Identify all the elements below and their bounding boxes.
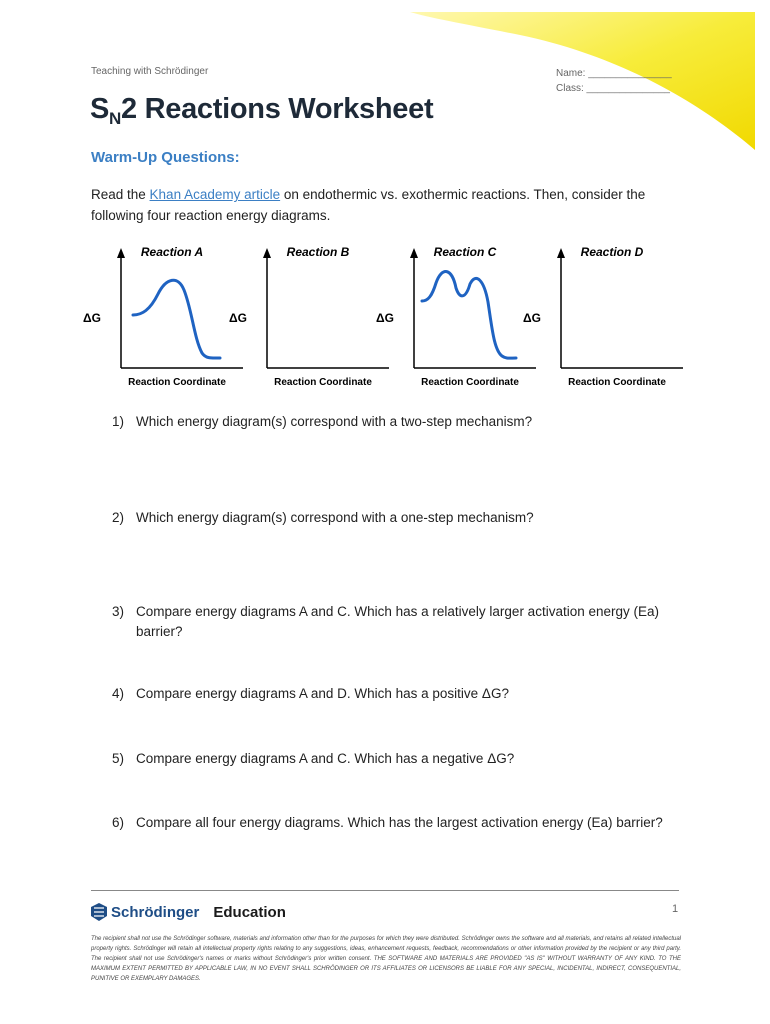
- question-text: Compare energy diagrams A and C. Which has a relatively larger activation energy (Ea) barrier?: [136, 604, 659, 639]
- question-text: Which energy diagram(s) correspond with a two-step mechanism?: [136, 414, 533, 429]
- energy-curve: [422, 272, 516, 359]
- diagram-d: [523, 245, 700, 388]
- page-number: 1: [672, 903, 679, 915]
- y-axis-label: ΔG: [523, 311, 541, 325]
- y-axis-label: ΔG: [229, 311, 247, 325]
- name-field-label: Name: _______________: [556, 68, 672, 79]
- y-axis-arrow: [557, 248, 565, 258]
- logo-name: Schrödinger: [111, 903, 200, 921]
- section-heading: Warm-Up Questions:: [91, 149, 240, 166]
- y-axis-label: ΔG: [376, 311, 394, 325]
- diagram-b: [229, 245, 516, 388]
- y-axis-label: ΔG: [83, 311, 101, 325]
- x-axis-label: Reaction Coordinate: [128, 377, 226, 388]
- schrodinger-education-logo: [91, 902, 286, 922]
- question-number: 4): [112, 686, 125, 701]
- energy-diagrams: [80, 238, 700, 398]
- axes: [561, 254, 683, 368]
- page-title: $S_N2$ Reactions Worksheet: [90, 93, 434, 128]
- question-number: 6): [112, 815, 125, 830]
- header-brand-text: Teaching with Schrödinger: [91, 66, 209, 77]
- y-axis-arrow: [117, 248, 125, 258]
- diagram-title: Reaction B: [286, 245, 350, 259]
- khan-academy-link[interactable]: Khan Academy article: [149, 187, 281, 202]
- axes: [414, 254, 536, 368]
- class-field-label: Class: _______________: [556, 83, 670, 94]
- diagram-title: Reaction C: [433, 245, 497, 259]
- energy-curve: [133, 280, 220, 358]
- header-fields: [556, 66, 672, 96]
- question-text: Which energy diagram(s) correspond with a one-step mechanism?: [136, 510, 534, 525]
- x-axis-label: Reaction Coordinate: [274, 377, 372, 388]
- axes: [121, 254, 243, 368]
- y-axis-arrow: [410, 248, 418, 258]
- question-text: Compare energy diagrams A and C. Which has a negative ΔG?: [136, 751, 515, 766]
- x-axis-label: Reaction Coordinate: [421, 377, 519, 388]
- x-axis-label: Reaction Coordinate: [568, 377, 666, 388]
- question-number: 3): [112, 604, 125, 619]
- question-text: Compare energy diagrams A and D. Which has a positive ΔG?: [136, 686, 509, 701]
- diagram-title: Reaction D: [580, 245, 644, 259]
- question-number: 1): [112, 414, 125, 429]
- footer-divider: [91, 890, 679, 891]
- diagram-a: [83, 245, 243, 388]
- question-text: Compare all four energy diagrams. Which has the largest activation energy (Ea) barrier?: [136, 815, 663, 830]
- diagram-title: Reaction A: [140, 245, 204, 259]
- schrodinger-logo-icon: [91, 903, 107, 921]
- y-axis-arrow: [263, 248, 271, 258]
- logo-education: Education: [213, 903, 286, 921]
- axes: [267, 254, 389, 368]
- legal-disclaimer: The recipient shall not use the Schrödinger software, materials and information other than for the purposes for which they were distributed. Schrödinger owns the software and all materials, and retains all related intellectual property rights. Schrödinger will retain all intellectual property rights relating to any suggestions, ideas, enhancement requests, feedback, recommendations or other information provided by the recipient or any third party. The recipient shall not use Schrödinger's names or marks without Schrödinger's prior written consent. THE SOFTWARE AND MATERIALS ARE PROVIDED "AS IS" WITHOUT WARRANTY OF ANY KIND. TO THE MAXIMUM EXTENT PERMITTED BY APPLICABLE LAW, IN NO EVENT SHALL SCHRÖDINGER OR ITS AFFILIATES OR LICENSORS BE LIABLE FOR ANY SPECIAL, INCIDENTAL, INDIRECT, CONSEQUENTIAL, PUNITIVE OR EXEMPLARY DAMAGES.: [91, 936, 681, 982]
- question-number: 5): [112, 751, 125, 766]
- intro-paragraph: Read the Khan Academy article on endothermic vs. exothermic reactions. Then, consider the following four reaction energy diagrams.: [91, 187, 646, 223]
- question-number: 2): [112, 510, 125, 525]
